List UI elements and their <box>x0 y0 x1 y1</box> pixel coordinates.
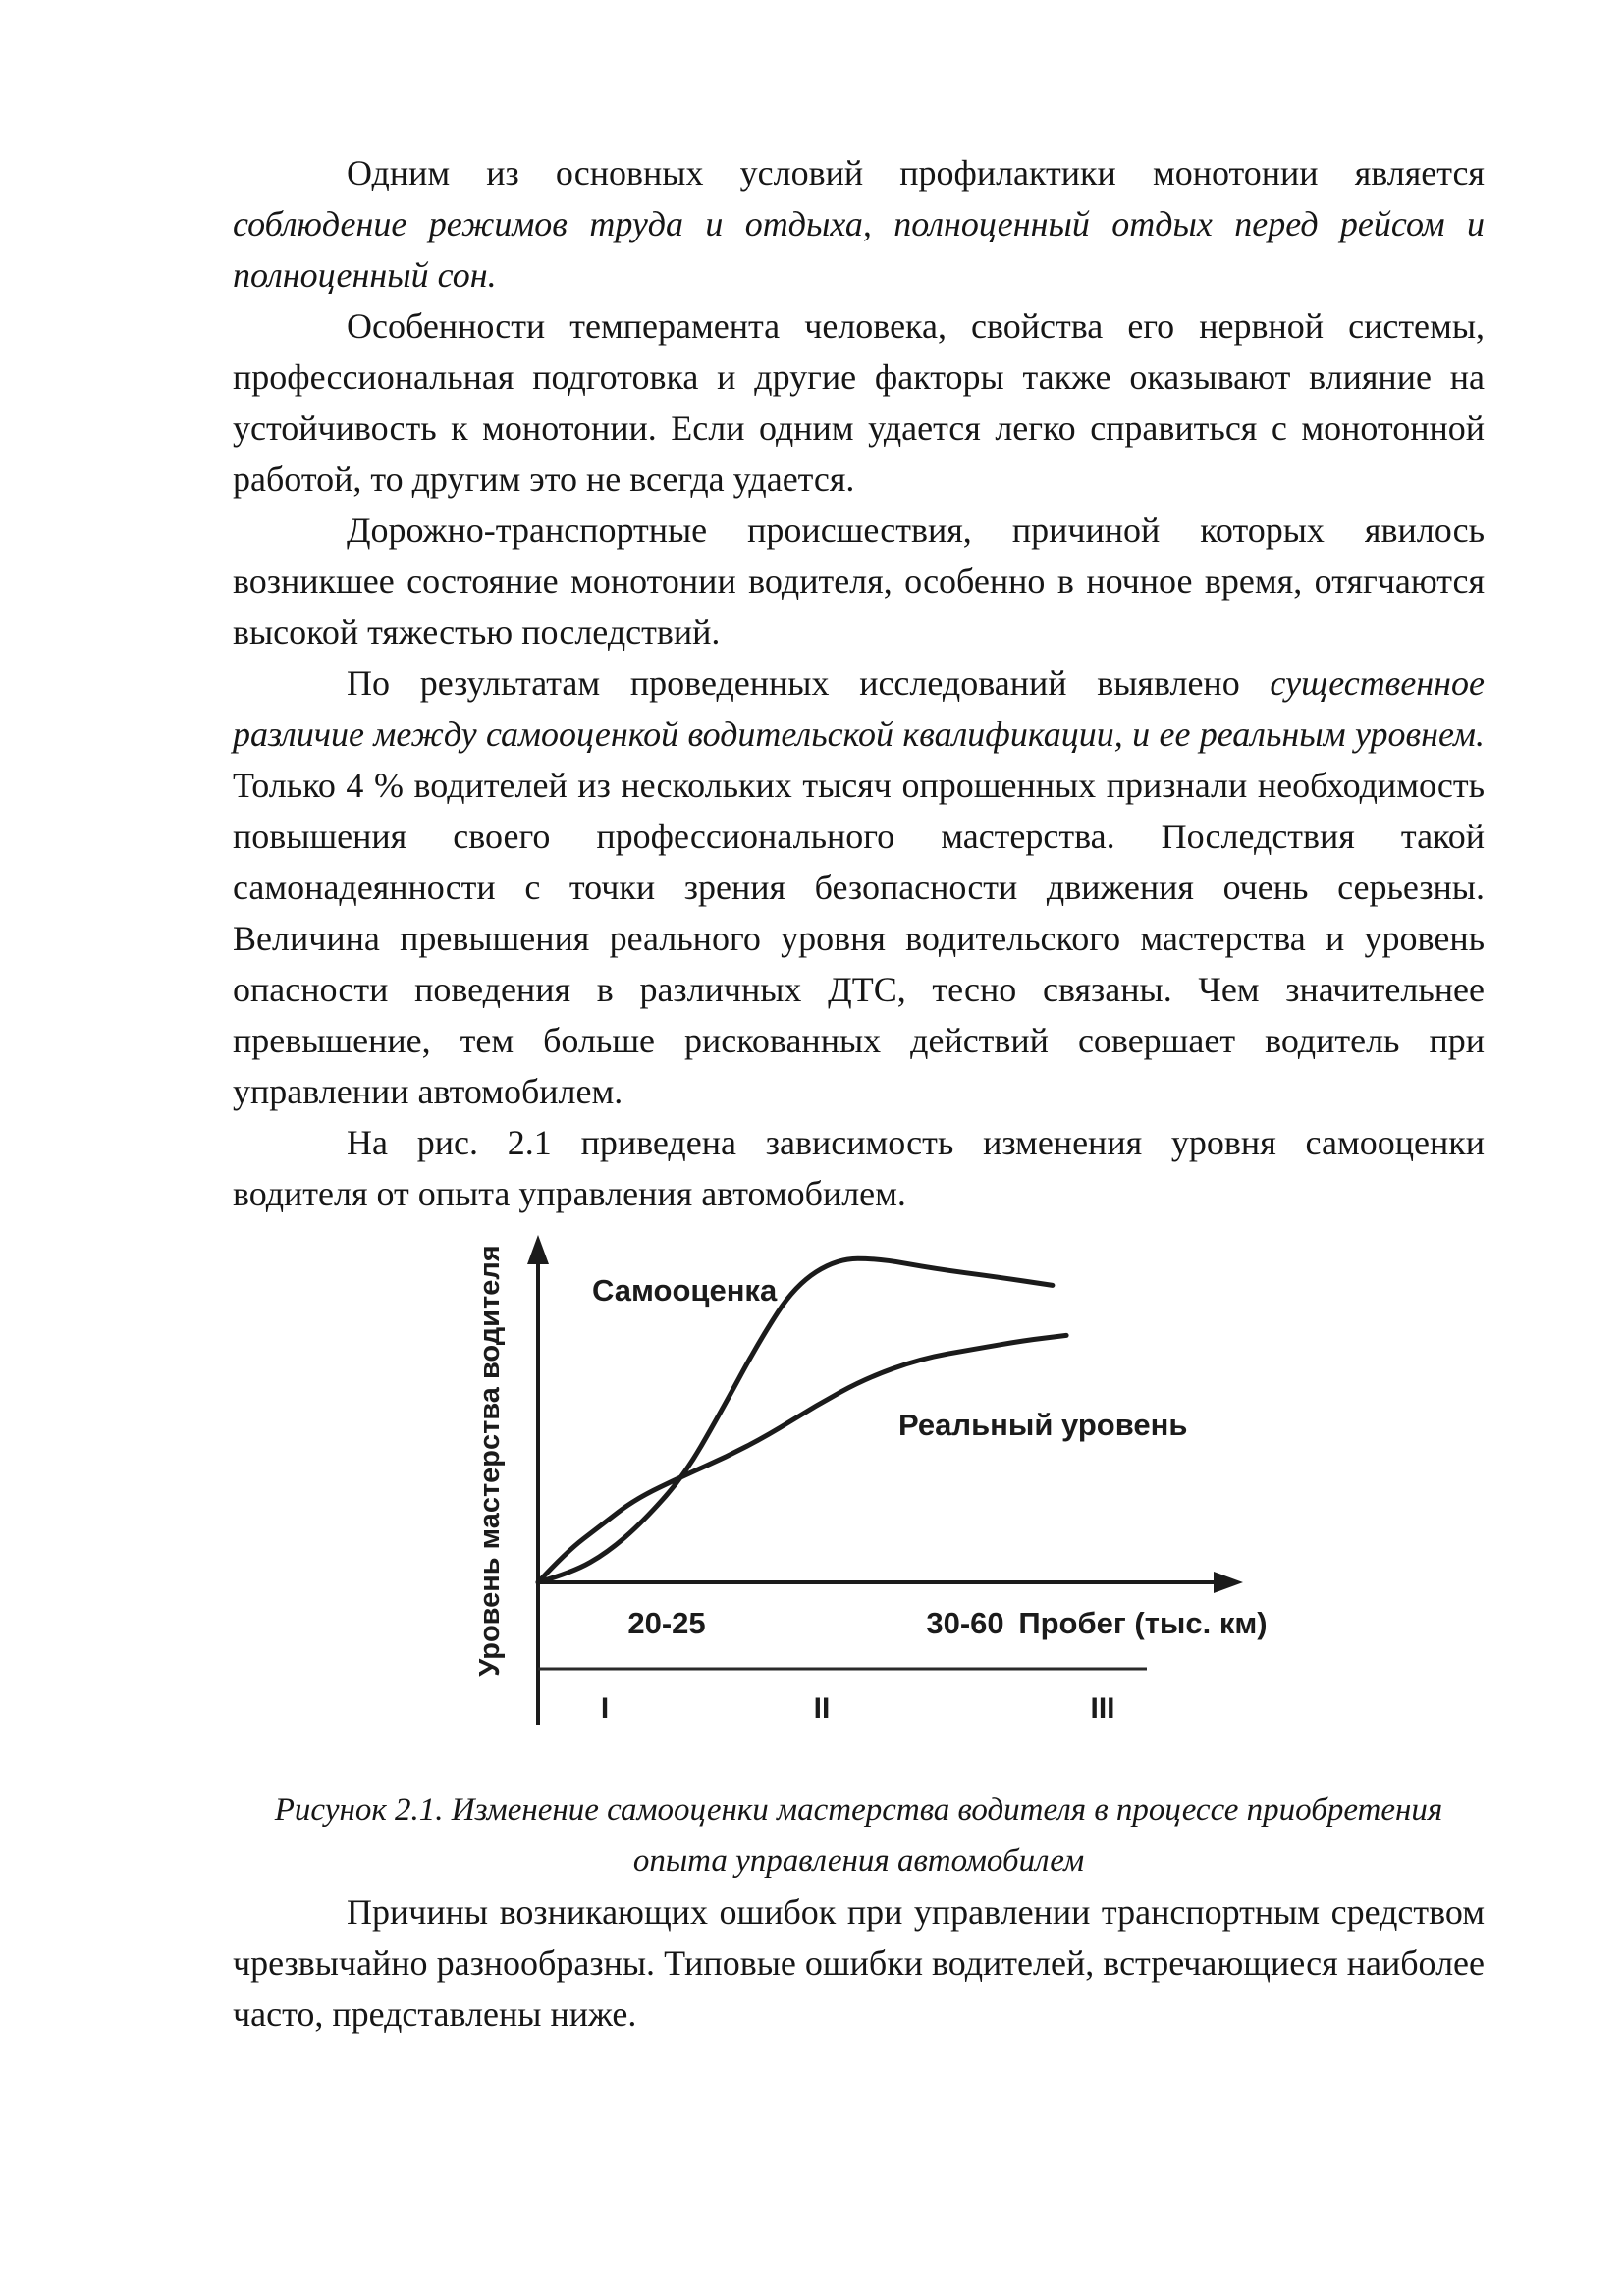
paragraph-temperament <box>233 300 1485 505</box>
zone-label-3: III <box>1090 1692 1115 1725</box>
x-tick-label-1: 20-25 <box>627 1606 706 1640</box>
text-run-italic: соблюдение режимов труда и отдыха, полноценный отдых перед рейсом и полноценный сон. <box>233 204 1485 294</box>
x-tick-label-2: 30-60 <box>926 1606 1004 1640</box>
figure-caption-line-2: опыта управления автомобилем <box>632 1843 1085 1879</box>
paragraph-self-assessment-research <box>233 658 1485 1117</box>
text-run-italic: существенное различие между самооценкой водительской квалификации, и ее реальным уровнем. <box>233 664 1485 754</box>
figure-caption <box>233 1785 1485 1887</box>
text-run: Особенности темперамента человека, свойства его нервной системы, профессиональная подготовка и другие факторы также оказывают влияние на устойчивость к монотонии. Если одним удается легко справиться с монотонной работой, то другим это не всегда удается. <box>233 306 1485 499</box>
paragraph-figure-intro <box>233 1117 1485 1219</box>
x-axis-label: Пробег (тыс. км) <box>1018 1606 1268 1640</box>
zone-label-1: I <box>600 1692 610 1725</box>
self-assessment-chart <box>452 1227 1276 1737</box>
figure-2-1 <box>452 1227 1276 1737</box>
series-self-label: Самооценка <box>592 1273 778 1308</box>
paragraph-accidents <box>233 505 1485 658</box>
series-real-label: Реальный уровень <box>898 1408 1188 1442</box>
text-run: Дорожно-транспортные происшествия, причиной которых явилось возникшее состояние монотонии водителя, особенно в ночное время, отягчаются высокой тяжестью последствий. <box>233 510 1485 652</box>
text-run: Только 4 % водителей из нескольких тысяч опрошенных признали необходимость повышения своего профессионального мастерства. Последствия такой самонадеянности с точки зрения безопасности движения очень серьезны. Величина превышения реального уровня водительского мастерства и уровень опасности поведения в различных ДТС, тесно связаны. Чем значительнее превышение, тем больше рискованных действий совершает водитель при управлении автомобилем. <box>233 766 1485 1111</box>
x-axis-arrow-icon <box>1214 1572 1243 1593</box>
figure-caption-line-1: Рисунок 2.1. Изменение самооценки мастерства водителя в процессе приобретения <box>274 1792 1443 1828</box>
text-run: Причины возникающих ошибок при управлении транспортным средством чрезвычайно разнообразны. Типовые ошибки водителей, встречающиеся наиболее часто, представлены ниже. <box>233 1893 1485 2034</box>
y-axis-arrow-icon <box>527 1235 549 1264</box>
paragraph-monotony-prevention <box>233 147 1485 300</box>
text-run: По результатам проведенных исследований выявлено <box>347 664 1271 703</box>
zone-label-2: II <box>813 1692 831 1725</box>
y-axis-label: Уровень мастерства водителя <box>474 1245 506 1677</box>
text-run: Одним из основных условий профилактики монотонии является <box>347 153 1485 192</box>
text-run: На рис. 2.1 приведена зависимость изменения уровня самооценки водителя от опыта управления автомобилем. <box>233 1123 1485 1213</box>
paragraph-error-causes <box>233 1887 1485 2040</box>
